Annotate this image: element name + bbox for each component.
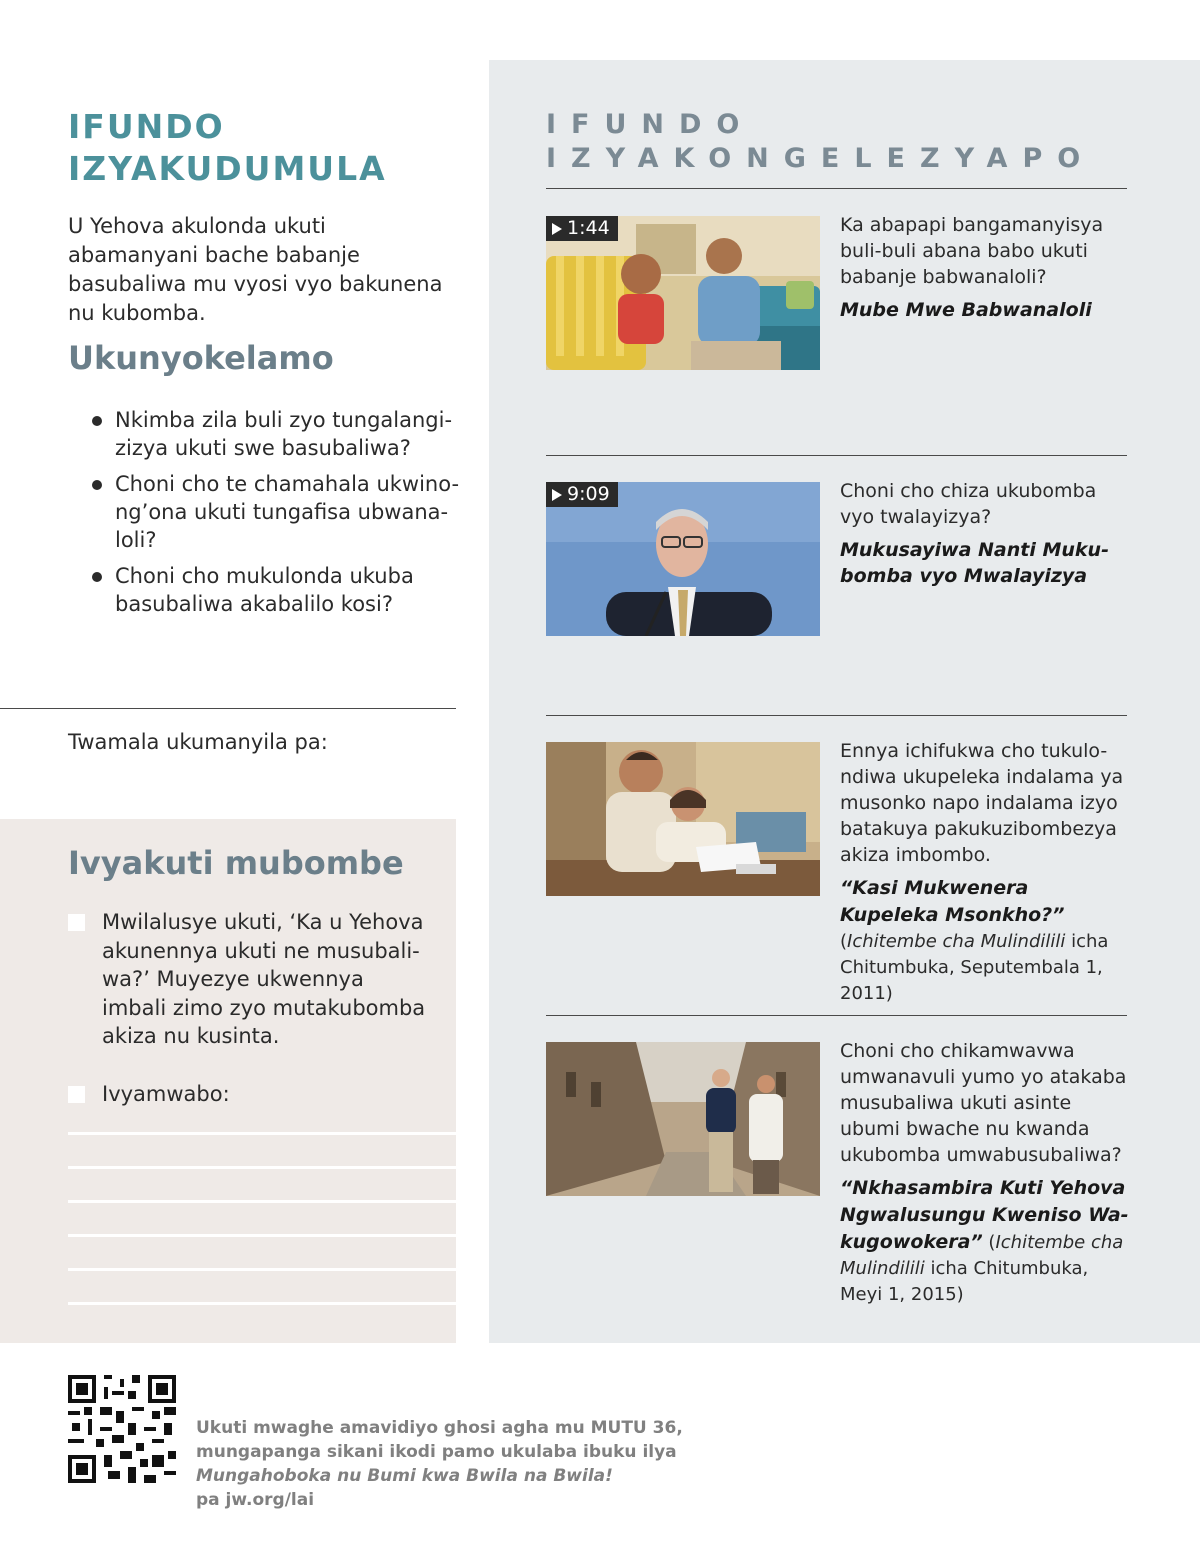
citation-open: ( <box>840 931 848 952</box>
review-question: Choni cho mukulonda ukuba basubaliwa akabalilo kosi? <box>92 562 462 618</box>
lesson-title-line1: IFUNDO <box>68 107 225 146</box>
video-thumbnail-keep-promises[interactable] <box>546 482 820 636</box>
video-duration: 9:09 <box>567 483 610 505</box>
citation-details: icha Chitumbuka, Meyi 1, 2015) <box>840 1258 1089 1305</box>
further-lesson-question: Choni cho chiza ukubomba vyo twalayizya? <box>840 480 1097 528</box>
writing-line[interactable] <box>68 1132 456 1135</box>
further-lesson-source-link[interactable]: “Kasi Mukwenera Kupeleka Msonkho?” <box>840 877 1065 926</box>
further-lesson-source-link[interactable]: Mube Mwe Babwanaloli <box>840 299 1092 321</box>
further-lesson-citation <box>840 1175 1130 1308</box>
todo-checkbox[interactable] <box>68 914 85 931</box>
review-question: Choni cho te chamahala ukwino-ng’ona ukuti tungafisa ubwana-loli? <box>92 470 462 554</box>
further-lesson-question: Ka abapapi bangamanyisya buli-buli abana babo ukuti babanje babwanaloli? <box>840 214 1104 288</box>
divider <box>546 188 1127 189</box>
play-icon <box>552 223 562 235</box>
further-lesson-1 <box>840 212 1130 323</box>
qr-code-icon[interactable] <box>68 1375 176 1483</box>
footer-book-title: Mungahoboka nu Bumi kwa Bwila na Bwila! <box>196 1466 613 1486</box>
video-duration: 1:44 <box>567 217 610 239</box>
further-lesson-source-link[interactable]: Mukusayiwa Nanti Muku-bomba vyo Mwalayizya <box>840 539 1109 587</box>
divider <box>0 708 456 709</box>
writing-line[interactable] <box>68 1302 456 1305</box>
footer-note <box>196 1416 683 1512</box>
todo-item: Ivyamwabo: <box>102 1082 230 1106</box>
further-lesson-question: Choni cho chikamwavwa umwanavuli yumo yo atakaba musubaliwa ukuti asinte ubumi bwache nu kwanda ukubomba umwabusubaliwa? <box>840 1040 1127 1166</box>
further-lessons-title-line1: IFUNDO <box>546 109 755 140</box>
couple-walking-image <box>546 1042 820 1196</box>
footer-line1: Ukuti mwaghe amavidiyo ghosi agha mu MUTU 36, <box>196 1418 683 1438</box>
writing-line[interactable] <box>68 1166 456 1169</box>
further-lesson-4 <box>840 1038 1130 1308</box>
play-icon <box>552 489 562 501</box>
divider <box>546 455 1127 456</box>
further-lesson-3 <box>840 738 1130 1007</box>
lesson-intro: U Yehova akulonda ukuti abamanyani bache babanje basubaliwa mu vyosi vyo bakunena nu kubomba. <box>68 214 443 325</box>
divider <box>546 1015 1127 1016</box>
divider <box>546 715 1127 716</box>
further-lessons-title <box>546 108 1126 176</box>
writing-line[interactable] <box>68 1268 456 1271</box>
footer-line2: mungapanga sikani ikodi pamo ukulaba ibuku ilya <box>196 1442 677 1462</box>
review-questions <box>92 406 462 626</box>
review-heading: Ukunyokelamo <box>68 339 334 377</box>
learned-label: Twamala ukumanyila pa: <box>68 730 328 754</box>
todo-item: Mwilalusye ukuti, ‘Ka u Yehova akunennya ukuti ne musubali-wa?’ Muyezye ukwennya imbali zimo zyo mutakubomba akiza nu kusinta. <box>102 910 426 1048</box>
video-duration-badge <box>546 482 618 507</box>
video-thumbnail-be-truthful[interactable] <box>546 216 820 370</box>
todo-heading: Ivyakuti mubombe <box>68 844 404 882</box>
lesson-title <box>68 106 387 190</box>
footer-line3 <box>196 1464 683 1512</box>
citation-publication: Ichitembe cha Mulindilili <box>840 1232 1124 1279</box>
todo-checkbox[interactable] <box>68 1086 85 1103</box>
further-lesson-source-link[interactable]: “Nkhasambira Kuti Yehova Ngwalusungu Kweniso Wa-kugowokera” <box>840 1177 1129 1253</box>
further-lesson-2 <box>840 478 1130 589</box>
citation-publication: Ichitembe cha Mulindilili <box>847 931 1066 952</box>
further-lesson-citation <box>840 875 1130 1007</box>
further-lessons-title-line2: IZYAKONGELEZYAPO <box>546 143 1096 174</box>
writing-line[interactable] <box>68 1200 456 1203</box>
couple-paperwork-image <box>546 742 820 896</box>
lesson-title-line2: IZYAKUDUMULA <box>68 149 387 188</box>
review-question: Nkimba zila buli zyo tungalangi-zizya ukuti swe basubaliwa? <box>92 406 462 462</box>
article-image-taxes <box>546 742 820 896</box>
video-duration-badge <box>546 216 618 241</box>
writing-line[interactable] <box>68 1234 456 1237</box>
citation-details: icha Chitumbuka, Seputembala 1, 2011) <box>840 931 1109 1004</box>
footer-website[interactable]: pa jw.org/lai <box>196 1490 315 1510</box>
citation-open: ( <box>982 1232 996 1253</box>
article-image-street <box>546 1042 820 1196</box>
further-lesson-question: Ennya ichifukwa cho tukulo-ndiwa ukupeleka indalama ya musonko napo indalama izyo batakuya pakukuzibombezya akiza imbombo. <box>840 740 1124 866</box>
